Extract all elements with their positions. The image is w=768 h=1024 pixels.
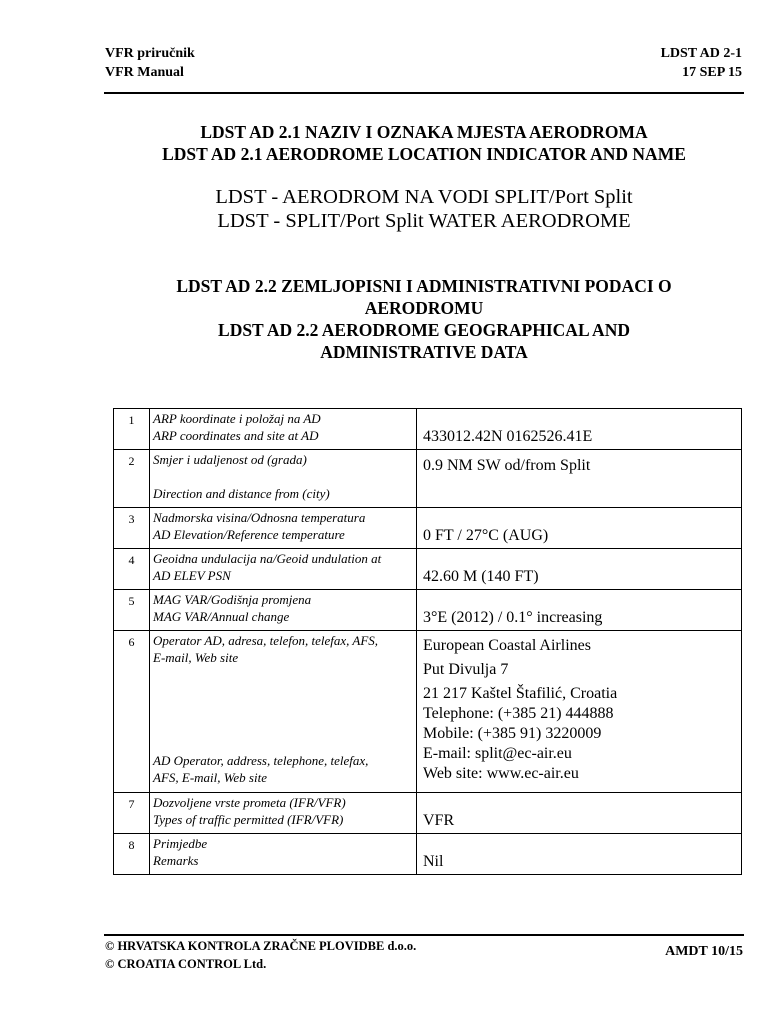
aerodrome-name-hr: LDST - AERODROM NA VODI SPLIT/Port Split <box>215 186 633 208</box>
table-row <box>114 631 742 793</box>
label-en: Remarks <box>153 853 199 868</box>
row-number: 8 <box>114 834 150 875</box>
row-number: 7 <box>114 793 150 834</box>
aerodrome-name <box>104 185 744 233</box>
row-value <box>417 549 742 590</box>
operator-name: European Coastal Airlines <box>423 637 591 654</box>
page-id: LDST AD 2-1 <box>660 46 742 61</box>
label-hr: Primjedbe <box>153 836 208 851</box>
section-2-2-title <box>104 275 744 363</box>
value-text: 3°E (2012) / 0.1° increasing <box>423 609 603 626</box>
table-row <box>114 793 742 834</box>
label-en: AD Operator, address, telephone, telefax, <box>153 753 369 768</box>
row-value <box>417 631 742 793</box>
label-en: AD Elevation/Reference temperature <box>153 527 345 542</box>
row-value <box>417 834 742 875</box>
label-en: AFS, E-mail, Web site <box>153 770 267 785</box>
section-2-1-title <box>104 121 744 165</box>
row-label <box>150 793 417 834</box>
row-label <box>150 508 417 549</box>
row-number: 2 <box>114 450 150 508</box>
table-row <box>114 450 742 508</box>
row-number: 6 <box>114 631 150 793</box>
label-en: MAG VAR/Annual change <box>153 609 290 624</box>
label-hr: Operator AD, adresa, telefon, telefax, AFS, <box>153 633 379 648</box>
row-number: 4 <box>114 549 150 590</box>
table-row <box>114 409 742 450</box>
row-value <box>417 508 742 549</box>
row-label <box>150 590 417 631</box>
operator-city: 21 217 Kaštel Štafilić, Croatia <box>423 685 618 702</box>
footer-divider <box>104 934 744 936</box>
table-row <box>114 834 742 875</box>
aerodrome-data-table <box>113 408 742 875</box>
operator-mobile: Mobile: (+385 91) 3220009 <box>423 725 602 742</box>
row-label <box>150 631 417 793</box>
label-en: ARP coordinates and site at AD <box>153 428 319 443</box>
header-divider <box>104 92 744 94</box>
section-2-2-title-line: LDST AD 2.2 AERODROME GEOGRAPHICAL AND <box>218 320 630 340</box>
label-hr: Smjer i udaljenost od (grada) <box>153 452 307 467</box>
label-hr: Nadmorska visina/Odnosna temperatura <box>153 510 366 525</box>
copyright-hr: © HRVATSKA KONTROLA ZRAČNE PLOVIDBE d.o.o. <box>105 939 417 953</box>
row-value <box>417 793 742 834</box>
row-value <box>417 450 742 508</box>
section-2-1-title-en: LDST AD 2.1 AERODROME LOCATION INDICATOR AND NAME <box>162 144 686 164</box>
section-2-1-title-hr: LDST AD 2.1 NAZIV I OZNAKA MJESTA AERODROMA <box>200 122 648 142</box>
footer-copyright <box>105 937 416 973</box>
value-text: 0.9 NM SW od/from Split <box>423 457 591 474</box>
label-hr: MAG VAR/Godišnja promjena <box>153 592 312 607</box>
label-en: Direction and distance from (city) <box>153 486 330 501</box>
section-2-2-title-line: LDST AD 2.2 ZEMLJOPISNI I ADMINISTRATIVNI PODACI O <box>176 276 672 296</box>
page-date: 17 SEP 15 <box>682 65 742 80</box>
aerodrome-name-en: LDST - SPLIT/Port Split WATER AERODROME <box>217 210 631 232</box>
row-label <box>150 549 417 590</box>
row-value <box>417 590 742 631</box>
row-label <box>150 834 417 875</box>
operator-website: Web site: www.ec-air.eu <box>423 765 579 782</box>
value-text: 433012.42N 0162526.41E <box>423 428 593 445</box>
label-en: Types of traffic permitted (IFR/VFR) <box>153 812 344 827</box>
label-hr: E-mail, Web site <box>153 650 239 665</box>
value-text: 0 FT / 27°C (AUG) <box>423 527 549 544</box>
header-right <box>661 44 742 82</box>
section-2-2-title-line: ADMINISTRATIVE DATA <box>320 342 528 362</box>
row-number: 3 <box>114 508 150 549</box>
operator-email: E-mail: split@ec-air.eu <box>423 745 572 762</box>
row-label <box>150 409 417 450</box>
operator-telephone: Telephone: (+385 21) 444888 <box>423 705 614 722</box>
section-2-2-title-line: AERODROMU <box>364 298 484 318</box>
value-text: Nil <box>423 853 444 870</box>
manual-title-hr: VFR priručnik <box>105 46 195 61</box>
row-number: 5 <box>114 590 150 631</box>
value-text: 42.60 M (140 FT) <box>423 568 539 585</box>
manual-title-en: VFR Manual <box>105 65 184 80</box>
label-hr: Dozvoljene vrste prometa (IFR/VFR) <box>153 795 346 810</box>
amendment-number: AMDT 10/15 <box>665 944 743 959</box>
operator-street: Put Divulja 7 <box>423 661 509 678</box>
row-number: 1 <box>114 409 150 450</box>
value-text: VFR <box>423 812 455 829</box>
row-label <box>150 450 417 508</box>
table-row <box>114 590 742 631</box>
label-en: AD ELEV PSN <box>153 568 231 583</box>
label-hr: ARP koordinate i položaj na AD <box>153 411 321 426</box>
header-left <box>105 44 195 82</box>
row-value <box>417 409 742 450</box>
label-hr: Geoidna undulacija na/Geoid undulation at <box>153 551 382 566</box>
copyright-en: © CROATIA CONTROL Ltd. <box>105 957 267 971</box>
table-row <box>114 549 742 590</box>
table-row <box>114 508 742 549</box>
